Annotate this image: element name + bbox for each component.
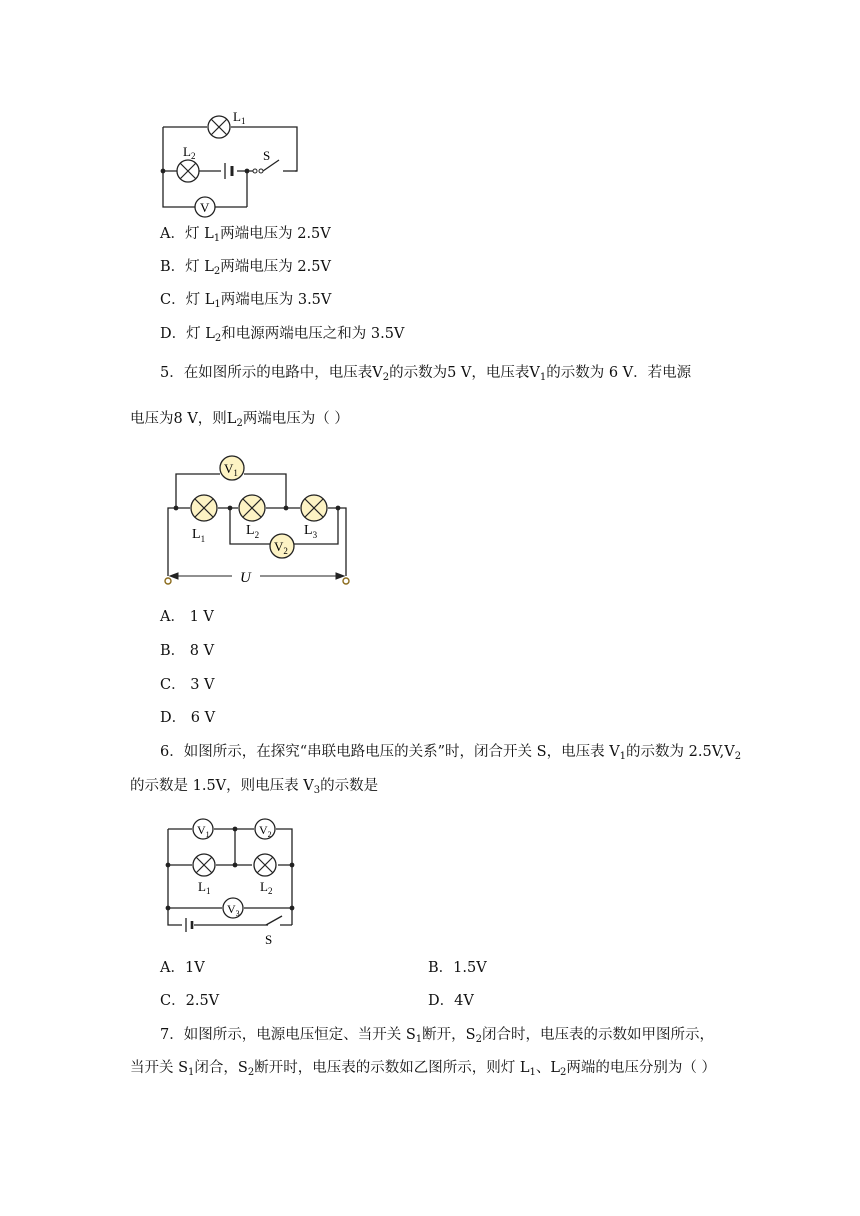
svg-text:L1: $L_1$ bbox=[192, 527, 206, 544]
q4-option-d[interactable]: D．灯 $L_2$和电源两端电压之和为 3.5V bbox=[160, 326, 405, 344]
lamp-l3-icon bbox=[301, 495, 327, 521]
q4-circuit-diagram bbox=[155, 100, 335, 215]
q6-option-d[interactable]: D．4V bbox=[428, 993, 474, 1009]
svg-text:V1: $V_1$ bbox=[224, 461, 238, 478]
q6-option-b[interactable]: B．1.5V bbox=[428, 960, 487, 976]
q6-circuit-diagram bbox=[160, 815, 310, 950]
q4-option-b[interactable]: B．灯 $L_2$两端电压为 2.5V bbox=[160, 259, 331, 277]
svg-text:V2: $V_2$ bbox=[274, 539, 288, 556]
lamp-l1-icon bbox=[191, 495, 217, 521]
lamp-l1-icon bbox=[208, 116, 230, 138]
q5-option-d[interactable]: D． 6 V bbox=[160, 710, 216, 726]
lamp-l2-icon bbox=[239, 495, 265, 521]
q5-stem-line1: 5．在如图所示的电路中，电压表$V_2$的示数为5 V，电压表$V_1$的示数为 6 V．若电源 bbox=[160, 365, 692, 383]
svg-text:U: U bbox=[240, 570, 251, 586]
svg-text:V2: $V_2$ bbox=[259, 823, 272, 839]
svg-text:S: S bbox=[265, 932, 273, 947]
battery-icon bbox=[186, 918, 192, 932]
q6-option-a[interactable]: A．1V bbox=[160, 960, 205, 976]
lamp-l2-icon bbox=[254, 854, 276, 876]
q4-option-a[interactable]: A．灯 $L_1$两端电压为 2.5V bbox=[160, 226, 331, 244]
svg-text:L2: $L_2$ bbox=[246, 523, 260, 540]
svg-text:S: S bbox=[263, 148, 271, 163]
svg-text:L1: $L_1$ bbox=[233, 109, 246, 126]
svg-text:V: V bbox=[200, 200, 210, 215]
q6-stem-line1: 6．如图所示，在探究“串联电路电压的关系”时，闭合开关 S，电压表 $V_1$的示数为 $2.5V,V_2$ bbox=[160, 744, 742, 762]
q7-stem-line2: 当开关 $S_1$闭合，$S_2$断开时，电压表的示数如乙图所示，则灯 $L_1$、$L_2$两端的电压分别为（ ） bbox=[130, 1060, 716, 1078]
svg-text:V3: $V_3$ bbox=[227, 902, 240, 918]
svg-text:L2: $L_2$ bbox=[260, 879, 273, 896]
svg-text:L2: $L_2$ bbox=[183, 144, 196, 161]
q7-stem-line1: 7．如图所示，电源电压恒定、当开关 $S_1$断开，$S_2$闭合时，电压表的示数如甲图所示， bbox=[160, 1027, 714, 1045]
q5-option-b[interactable]: B． 8 V bbox=[160, 643, 215, 659]
lamp-l2-icon bbox=[177, 160, 199, 182]
svg-text:V1: $V_1$ bbox=[197, 823, 210, 839]
q6-stem-line2: 的示数是 1.5V，则电压表 $V_3$的示数是 bbox=[130, 778, 379, 796]
q5-circuit-diagram bbox=[160, 450, 360, 590]
svg-text:L1: $L_1$ bbox=[198, 879, 211, 896]
q4-option-c[interactable]: C．灯 $L_1$两端电压为 3.5V bbox=[160, 292, 332, 310]
lamp-l1-icon bbox=[193, 854, 215, 876]
battery-icon bbox=[225, 163, 232, 179]
q5-option-c[interactable]: C． 3 V bbox=[160, 677, 215, 693]
q5-option-a[interactable]: A． 1 V bbox=[160, 609, 214, 625]
q6-option-c[interactable]: C．2.5V bbox=[160, 993, 220, 1009]
svg-text:L3: $L_3$ bbox=[304, 523, 318, 540]
q5-stem-line2: 电压为8 V，则$L_2$两端电压为（ ） bbox=[130, 411, 349, 429]
